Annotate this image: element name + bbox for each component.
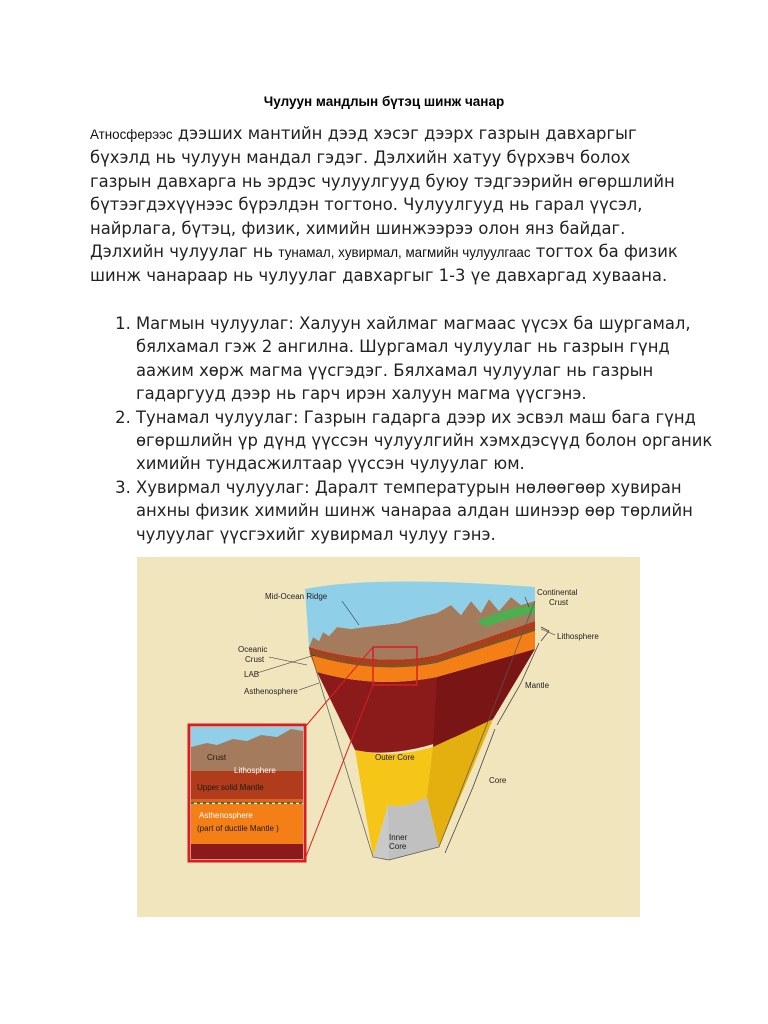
callout-line bbox=[299, 683, 319, 690]
inner-core-label-2: Core bbox=[389, 842, 407, 851]
intro-lead-word: Атносферээс bbox=[90, 127, 173, 142]
list-item: 3. Хувирмал чулуулаг: Даралт температурын нөлөөгөөр хувиран анхны физик химийн шинж чанараа алдан шинээр өөр төрлийн чулуулаг үүсгэхийг хувирмал чулуу гэнэ. bbox=[136, 476, 726, 546]
continental-crust-label: Continental bbox=[537, 588, 578, 597]
rock-types-list bbox=[108, 312, 726, 546]
intro-paragraph bbox=[90, 122, 690, 288]
document-title: Чулуун мандлын бүтэц шинж чанар bbox=[263, 94, 505, 109]
mid-ocean-ridge-label: Mid-Ocean Ridge bbox=[265, 592, 328, 601]
list-item: 1. Магмын чулуулаг: Халуун хайлмаг магмаас үүсэх ба шургамал, бялхамал гэж 2 ангилна. Шургамал чулуулаг нь газрын гүнд аажим хөрж магма үүсгэдэг. Бялхамал чулуулаг нь газрын гадаргууд дээр нь гарч ирэн халуун магма үүсгэнэ. bbox=[136, 312, 726, 406]
callout-line bbox=[269, 657, 307, 665]
lithosphere-label: Lithosphere bbox=[557, 632, 599, 641]
core-label: Core bbox=[489, 776, 507, 785]
inset-diagram bbox=[189, 725, 305, 861]
inset-asthenosphere-label: Asthenosphere bbox=[199, 811, 253, 820]
inset-crust-label: Crust bbox=[207, 753, 227, 762]
asthenosphere-label: Asthenosphere bbox=[244, 687, 298, 696]
continental-crust-label-2: Crust bbox=[549, 598, 569, 607]
inset-lithosphere-label: Lithosphere bbox=[234, 766, 276, 775]
inset-upper-mantle-label: Upper solid Mantle bbox=[197, 783, 264, 792]
inset-ductile-label: (part of ductile Mantle ) bbox=[197, 824, 279, 833]
intro-text-1: дээших мантийн дээд хэсэг дээрх газрын давхаргыг бүхэлд нь чулуун мандал гэдэг. Дэлхийн хатуу бүрхэвч болох газрын давхарга нь эрдэс чулуулгууд буюу тэдгээрийн өгөршлийн бүтээгдэхүүнээс бүрэлдэн тогтоно. Чулуулгууд нь гарал үүсэл, найрлага, бүтэц, физик, химийн шинжээрээ олон янз байдаг. Дэлхийн чулуулаг нь bbox=[90, 124, 675, 262]
lithosphere-bracket bbox=[541, 627, 549, 641]
earth-structure-figure bbox=[137, 557, 640, 917]
inner-core-label: Inner bbox=[389, 833, 408, 842]
mantle-label: Mantle bbox=[525, 681, 550, 690]
intro-text-2: тогтох ба физик шинж чанараар нь чулуулаг давхаргыг 1-3 үе давхаргад хуваана. bbox=[90, 242, 678, 286]
intro-rock-types: тунамал, хувирмал, магмийн чулуулгаас bbox=[278, 245, 531, 261]
outer-core-label: Outer Core bbox=[375, 753, 415, 762]
oceanic-crust-label-2: Crust bbox=[245, 655, 265, 664]
callout-line bbox=[257, 655, 315, 673]
list-item: 2. Тунамал чулуулаг: Газрын гадарга дээр их эсвэл маш бага гүнд өгөршлийн үр дүнд үүссэн чулуулгийн хэмхдэсүүд болон органик химийн тундасжилтаар үүссэн чулуулаг юм. bbox=[136, 406, 726, 476]
oceanic-crust-label: Oceanic bbox=[238, 645, 268, 654]
lab-label: LAB bbox=[244, 670, 260, 679]
earth-cross-section-diagram bbox=[137, 557, 640, 917]
